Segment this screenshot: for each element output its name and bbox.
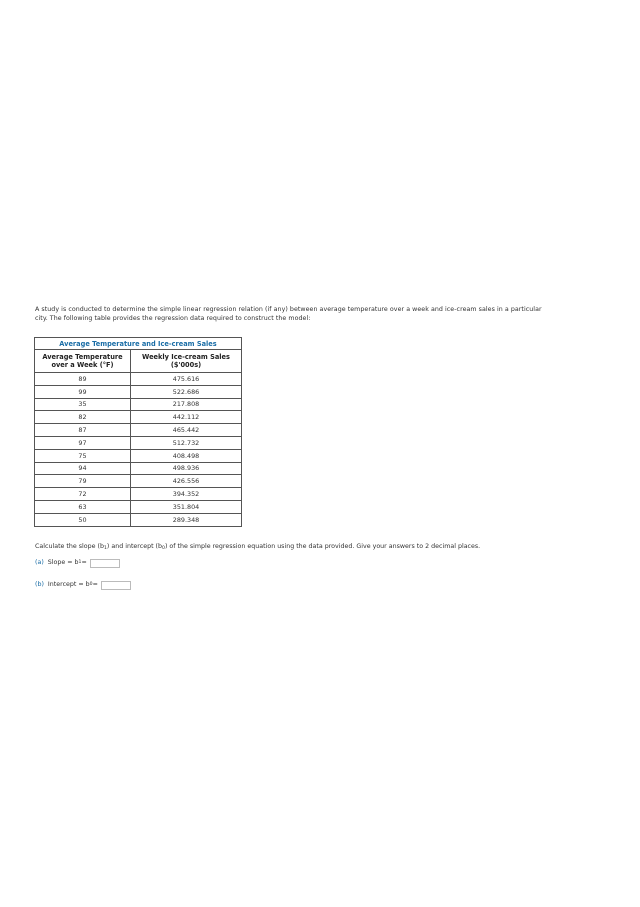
- temperature-cell: 63: [35, 500, 131, 513]
- answer-intercept-equals: =: [92, 581, 98, 588]
- answer-intercept-part-label: (b): [35, 581, 44, 588]
- intro-line-1: A study is conducted to determine the simple linear regression relation (if any) between average temperature over a week and ice-cream sales in a particular: [35, 306, 542, 313]
- answer-slope-part-label: (a): [35, 559, 44, 566]
- table-row: [35, 462, 242, 475]
- problem-intro: [35, 306, 595, 323]
- temperature-cell: 99: [35, 385, 131, 398]
- sales-cell: 512.732: [131, 436, 242, 449]
- sales-cell: 475.616: [131, 373, 242, 386]
- column-header-temperature-line1: Average Temperature: [42, 353, 123, 361]
- temperature-cell: 82: [35, 411, 131, 424]
- column-header-sales-line2: ($'000s): [170, 361, 202, 369]
- table-row: [35, 449, 242, 462]
- question-part-1: Calculate the slope (b: [35, 543, 104, 550]
- intercept-input[interactable]: [101, 581, 131, 590]
- sales-cell: 394.352: [131, 488, 242, 501]
- table-row: [35, 488, 242, 501]
- answer-slope-equals: =: [81, 559, 87, 566]
- column-header-sales: [131, 350, 242, 373]
- table-row: [35, 385, 242, 398]
- answer-slope-sub: 1: [78, 560, 82, 565]
- answer-intercept-sub: 0: [89, 582, 93, 587]
- question-part-3: ) of the simple regression equation using the data provided. Give your answers to 2 decimal places.: [164, 543, 481, 550]
- table-row: [35, 475, 242, 488]
- temperature-cell: 87: [35, 424, 131, 437]
- question-part-2: ) and intercept (b: [106, 543, 163, 550]
- question-text: [35, 543, 480, 553]
- table-row: [35, 500, 242, 513]
- sales-cell: 465.442: [131, 424, 242, 437]
- table-row: [35, 398, 242, 411]
- temperature-cell: 97: [35, 436, 131, 449]
- temperature-cell: 94: [35, 462, 131, 475]
- sales-cell: 522.686: [131, 385, 242, 398]
- temperature-cell: 89: [35, 373, 131, 386]
- question-sub-1: 1: [103, 546, 107, 551]
- question-sub-0: 0: [162, 546, 165, 551]
- column-header-temperature-line2: over a Week (°F): [51, 361, 114, 369]
- table-row: [35, 436, 242, 449]
- sales-cell: 217.808: [131, 398, 242, 411]
- temperature-cell: 79: [35, 475, 131, 488]
- table-caption-row: [35, 338, 242, 350]
- answer-intercept-label: Intercept = b: [47, 581, 90, 588]
- temperature-cell: 50: [35, 513, 131, 526]
- table-header-row: [35, 350, 242, 373]
- regression-data-table: [34, 337, 242, 527]
- column-header-sales-line1: Weekly Ice-cream Sales: [142, 353, 230, 361]
- intro-line-2: city. The following table provides the regression data required to construct the model:: [35, 314, 311, 322]
- sales-cell: 442.112: [131, 411, 242, 424]
- table-caption: Average Temperature and Ice-cream Sales: [35, 338, 242, 350]
- temperature-cell: 72: [35, 488, 131, 501]
- table-row: [35, 373, 242, 386]
- table-row: [35, 411, 242, 424]
- sales-cell: 408.498: [131, 449, 242, 462]
- slope-input[interactable]: [90, 559, 120, 568]
- table-row: [35, 424, 242, 437]
- table-body: [35, 373, 242, 527]
- temperature-cell: 75: [35, 449, 131, 462]
- sales-cell: 351.804: [131, 500, 242, 513]
- sales-cell: 498.936: [131, 462, 242, 475]
- answer-slope-label: Slope = b: [47, 559, 79, 566]
- column-header-temperature: [35, 350, 131, 373]
- temperature-cell: 35: [35, 398, 131, 411]
- sales-cell: 426.556: [131, 475, 242, 488]
- answer-slope-row: [35, 558, 120, 568]
- table-row: [35, 513, 242, 526]
- answer-intercept-row: [35, 580, 131, 590]
- sales-cell: 289.348: [131, 513, 242, 526]
